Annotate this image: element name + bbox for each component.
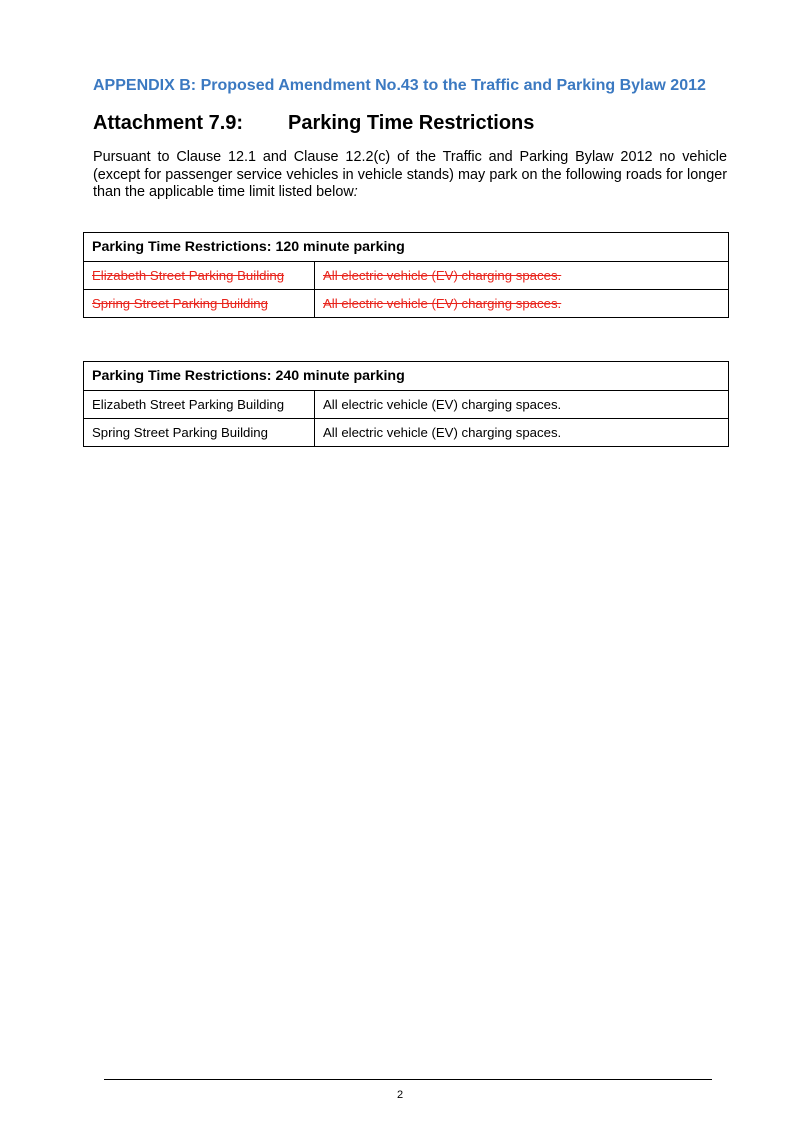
attachment-heading [93,112,753,135]
table-header: Parking Time Restrictions: 120 minute parking [84,233,729,262]
page-number: 2 [396,1089,404,1101]
table-header-row [84,362,729,391]
table-row [84,290,729,318]
parking-table-240-minute [83,361,729,447]
attachment-number: Attachment 7.9: [93,112,244,134]
intro-text: Pursuant to Clause 12.1 and Clause 12.2(c) of the Traffic and Parking Bylaw 2012 no vehicle (except for passenger service vehicles in vehicle stands) may park on the following roads for longer than the applicable time limit listed below [93,149,727,200]
spaces-cell: All electric vehicle (EV) charging spaces. [315,391,729,419]
table-row [84,391,729,419]
intro-tail: : [353,184,358,200]
spaces-cell: All electric vehicle (EV) charging spaces. [315,262,729,290]
intro-paragraph [93,149,727,202]
parking-table-120-minute [83,232,729,318]
appendix-heading: APPENDIX B: Proposed Amendment No.43 to the Traffic and Parking Bylaw 2012 [93,77,706,94]
location-cell: Spring Street Parking Building [84,290,315,318]
spaces-cell: All electric vehicle (EV) charging spaces. [315,419,729,447]
table-row [84,262,729,290]
location-cell: Elizabeth Street Parking Building [84,391,315,419]
spaces-cell: All electric vehicle (EV) charging spaces. [315,290,729,318]
location-cell: Spring Street Parking Building [84,419,315,447]
attachment-title: Parking Time Restrictions [288,112,535,134]
table-header: Parking Time Restrictions: 240 minute parking [84,362,729,391]
table-row [84,419,729,447]
footer-divider [104,1079,712,1080]
table-header-row [84,233,729,262]
location-cell: Elizabeth Street Parking Building [84,262,315,290]
